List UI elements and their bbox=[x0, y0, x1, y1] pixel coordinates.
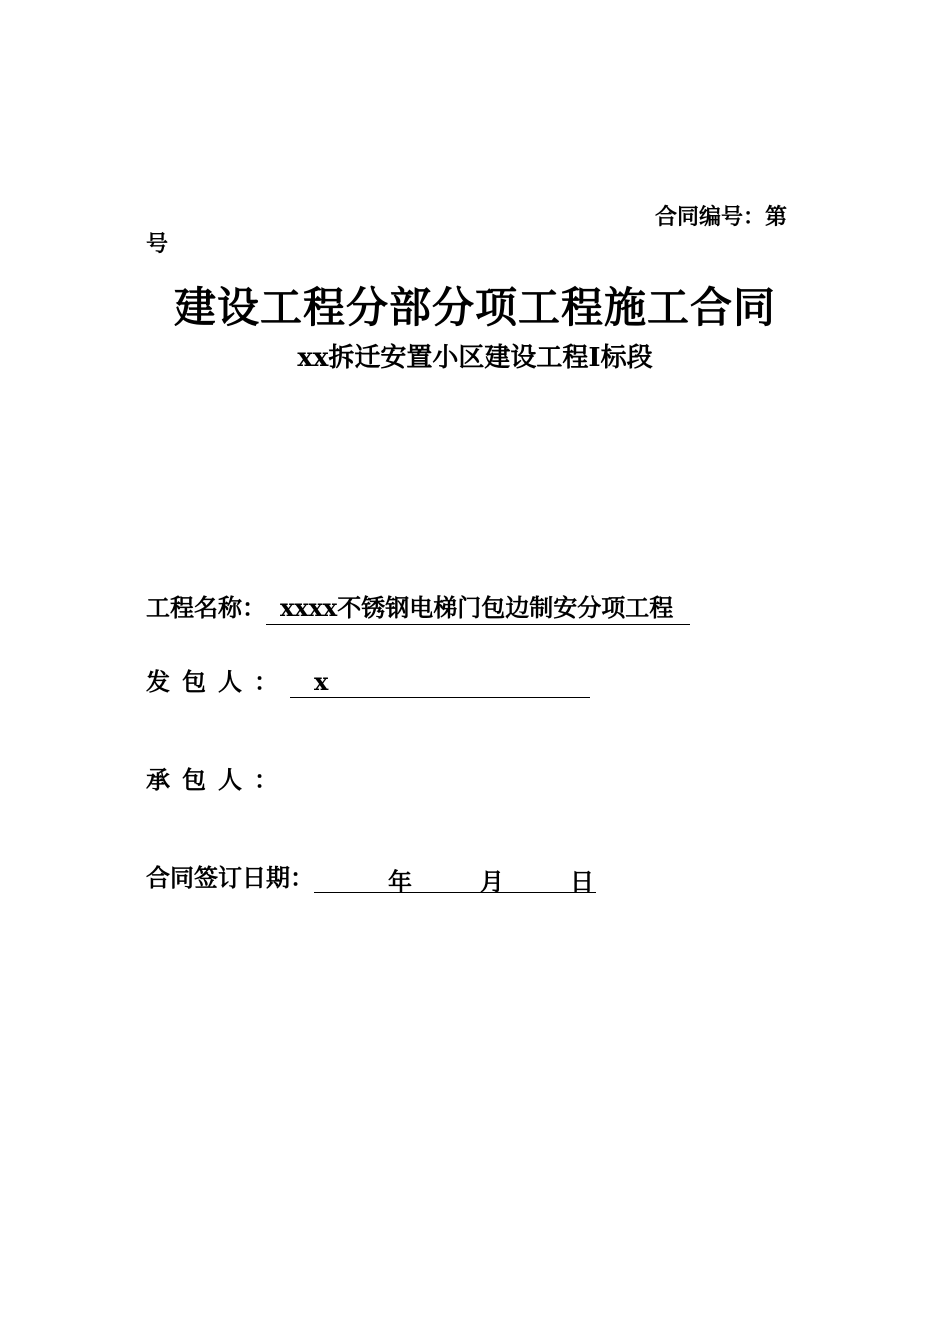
employer-value: x bbox=[290, 667, 590, 698]
year-label: 年 bbox=[388, 868, 412, 896]
contractor-field bbox=[146, 760, 290, 795]
document-title: 建设工程分部分项工程施工合同 bbox=[173, 283, 776, 332]
sign-date-label: 合同签订日期： bbox=[146, 864, 314, 892]
employer-field bbox=[146, 662, 590, 698]
contract-number-label: 合同编号：第 bbox=[655, 205, 788, 230]
month-label: 月 bbox=[480, 868, 504, 896]
contractor-label: 承包人： bbox=[146, 766, 290, 794]
project-name-value: xxxx不锈钢电梯门包边制安分项工程 bbox=[266, 588, 690, 625]
document-subtitle: xx拆迁安置小区建设工程Ⅰ标段 bbox=[297, 343, 653, 373]
project-name-label: 工程名称： bbox=[146, 594, 266, 622]
sign-date-field bbox=[146, 858, 596, 896]
day-label: 日 bbox=[570, 868, 594, 896]
employer-label: 发包人： bbox=[146, 668, 290, 696]
contract-number-suffix: 号 bbox=[146, 232, 169, 257]
sign-date-line bbox=[314, 862, 596, 896]
project-name-field bbox=[146, 588, 690, 625]
